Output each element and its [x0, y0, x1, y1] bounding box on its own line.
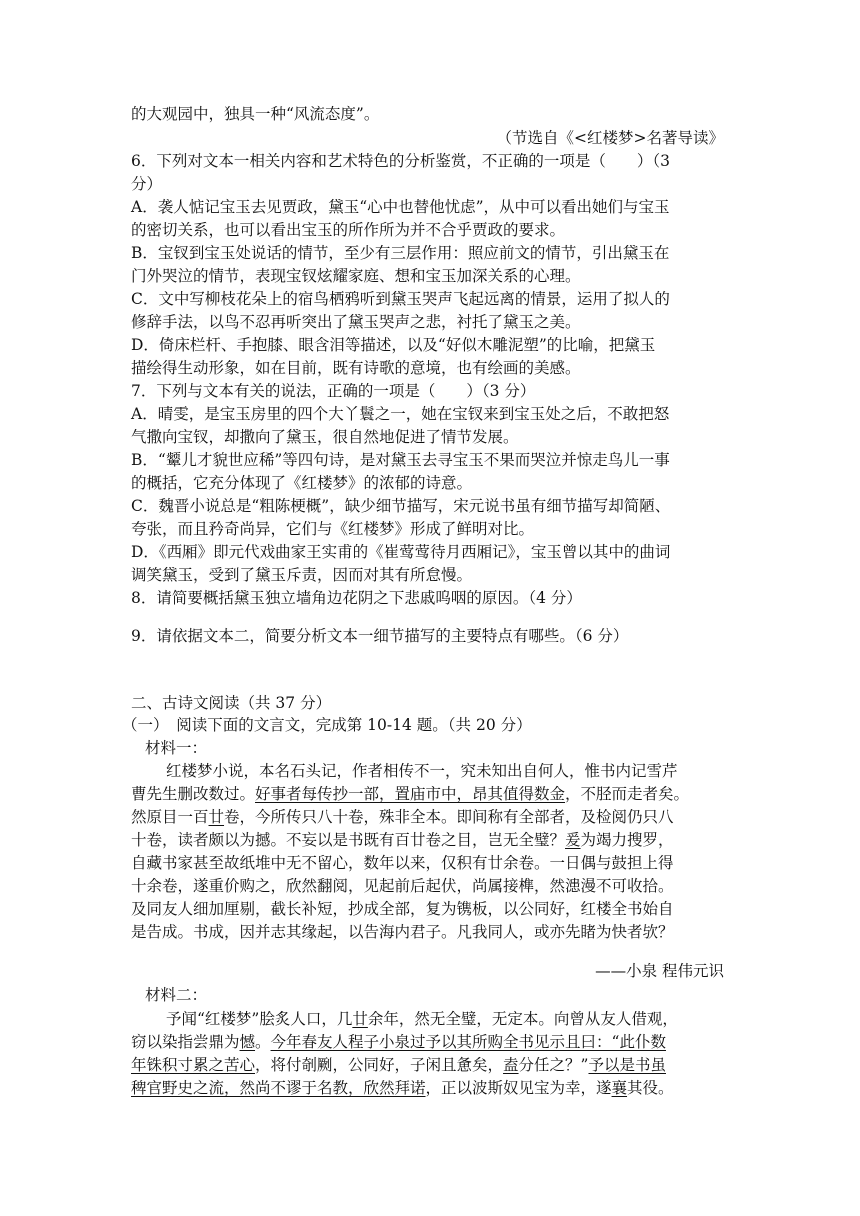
material-1-line-2	[131, 783, 741, 806]
section-2-heading: 二、古诗文阅读（共 37 分）	[131, 694, 332, 712]
underlined-text: 今年春友人程子小泉过予以其所购全书见示且曰：“此仆数	[270, 1033, 666, 1051]
text-run: 十卷，读者颇以为撼。不妄以是书既有百廿卷之目，岂无全璧？	[131, 831, 566, 849]
underlined-char: 憾	[239, 1033, 256, 1051]
material-2-label: 材料二：	[145, 986, 208, 1004]
subsection-1-heading: （一） 阅读下面的文言文，完成第 10-14 题。（共 20 分）	[122, 716, 532, 734]
text-run: 窃以染指尝鼎为	[131, 1033, 240, 1051]
underlined-text: 稗官野史之流，然尚不谬于名教，欣然拜诺	[131, 1079, 426, 1097]
q7-option-d-line-2: 调笑黛玉，受到了黛玉斥责，因而对其有所怠慢。	[131, 566, 473, 584]
underlined-text: 年铢积寸累之苦心	[131, 1056, 256, 1074]
material-2-line-2	[131, 1031, 741, 1054]
material-1-line-4	[131, 829, 741, 852]
underlined-char: 盍	[503, 1056, 519, 1074]
q6-option-d-line-1: D．倚床栏杆、手抱膝、眼含泪等描述，以及“好似木雕泥塑”的比喻，把黛玉	[131, 336, 656, 354]
text-run: 。	[255, 1033, 271, 1051]
text-run: ，将付剞劂，公同好，子闲且惫矣，	[255, 1056, 504, 1074]
q6-stem-line-1: 6．下列对文本一相关内容和艺术特色的分析鉴赏，不正确的一项是（ ）（3	[131, 152, 670, 170]
material-2-line-4	[131, 1077, 741, 1100]
material-1-line-8: 是告成。书成，因并志其缘起，以告海内君子。凡我同人，或亦先睹为快者欤？	[131, 923, 674, 941]
q7-stem: 7．下列与文本有关的说法，正确的一项是（ ）（3 分）	[131, 382, 536, 400]
text-run: 分任之？”	[518, 1056, 589, 1074]
material-1-line-1: 红楼梦小说，本名石头记，作者相传不一，究未知出自何人，惟书内记雪芹	[166, 762, 678, 780]
text-run: 曹先生删改数过。	[131, 785, 256, 803]
text-run: 卷，今所传只八十卷，殊非全本。即间称有全部者，及检阅仍只八	[224, 808, 674, 826]
q6-stem-line-2: 分）	[131, 175, 163, 193]
q6-option-b-line-2: 门外哭泣的情节，表现宝钗炫耀家庭、想和宝玉加深关系的心理。	[131, 267, 581, 285]
q6-option-c-line-2: 修辞手法，以鸟不忍再听突出了黛玉哭声之悲，衬托了黛玉之美。	[131, 313, 581, 331]
material-1-line-3	[131, 806, 741, 829]
underlined-text: 好事者每传抄一部，置庙市中，昂其值得数金	[255, 785, 566, 803]
q6-option-d-line-2: 描绘得生动形象，如在目前，既有诗歌的意境，也有绘画的美感。	[131, 359, 581, 377]
q7-option-b-line-2: 的概括，它充分体现了《红楼梦》的浓郁的诗意。	[131, 474, 473, 492]
source-note: （节选自《<红楼梦>名著导读》	[496, 129, 724, 147]
material-1-line-7: 及同友人细加厘剔，截长补短，抄成全部，复为镌板，以公同好，红楼全书始自	[131, 900, 674, 918]
text-run: 为竭力搜罗，	[580, 831, 674, 849]
material-1-line-6: 十余卷，遂重价购之，欣然翻阅，见起前后起伏，尚属接榫，然漶漫不可收拾。	[131, 877, 674, 895]
q7-option-a-line-1: A．晴雯，是宝玉房里的四个大丫鬟之一，她在宝钗来到宝玉处之后，不敢把怒	[131, 405, 670, 423]
text-run: ，不胫而走者矣。	[565, 785, 690, 803]
material-2-line-3	[131, 1054, 741, 1077]
q7-option-d-line-1: D．《西厢》即元代戏曲家王实甫的《崔莺莺待月西厢记》，宝玉曾以其中的曲词	[131, 543, 671, 561]
q6-option-b-line-1: B．宝钗到宝玉处说话的情节，至少有三层作用：照应前文的情节，引出黛玉在	[131, 244, 670, 262]
q9-stem: 9．请依据文本二，简要分析文本一细节描写的主要特点有哪些。（6 分）	[131, 627, 629, 645]
text-run: 然原目一百	[131, 808, 209, 826]
q6-option-c-line-1: C．文中写柳枝花朵上的宿鸟栖鸦听到黛玉哭声飞起远离的情景，运用了拟人的	[131, 290, 670, 308]
text-run: 其役。	[627, 1079, 674, 1097]
material-1-label: 材料一：	[145, 739, 208, 757]
q7-option-a-line-2: 气撒向宝钗，却撒向了黛玉，很自然地促进了情节发展。	[131, 428, 519, 446]
underlined-char: 廿	[208, 808, 225, 826]
intro-tail: 的大观园中，独具一种“风流态度”。	[131, 105, 380, 123]
q6-option-a-line-2: 的密切关系，也可以看出宝玉的所作所为并不合乎贾政的要求。	[131, 221, 566, 239]
q7-option-b-line-1: B．“颦儿才貌世应稀”等四句诗，是对黛玉去寻宝玉不果而哭泣并惊走鸟儿一事	[131, 451, 670, 469]
q6-option-a-line-1: A．袭人惦记宝玉去见贾政，黛玉“心中也替他忧虑”，从中可以看出她们与宝玉	[131, 198, 670, 216]
material-1-line-5: 自藏书家甚至故纸堆中无不留心，数年以来，仅积有廿余卷。一日偶与鼓担上得	[131, 854, 674, 872]
text-run: ，正以波斯奴见宝为幸，遂	[425, 1079, 612, 1097]
q7-option-c-line-2: 夸张，而且矜奇尚异，它们与《红楼梦》形成了鲜明对比。	[131, 520, 535, 538]
underlined-char: 爰	[565, 831, 581, 849]
text-run: 余年，然无全璧，无定本。向曾从友人借观，	[367, 1010, 678, 1028]
underlined-char: 廿	[352, 1010, 368, 1028]
underlined-char: 襄	[611, 1079, 628, 1097]
q7-option-c-line-1: C．魏晋小说总是“粗陈梗概”，缺少细节描写，宋元说书虽有细节描写却简陋、	[131, 497, 671, 515]
text-run: 予闻“红楼梦”脍炙人口，几	[166, 1010, 353, 1028]
underlined-text: 予以是书虽	[588, 1056, 666, 1074]
material-2-line-1	[166, 1008, 776, 1031]
q8-stem: 8．请简要概括黛玉独立墙角边花阴之下悲戚呜咽的原因。（4 分）	[131, 589, 582, 607]
material-1-signature: ——小泉 程伟元识	[595, 962, 724, 980]
